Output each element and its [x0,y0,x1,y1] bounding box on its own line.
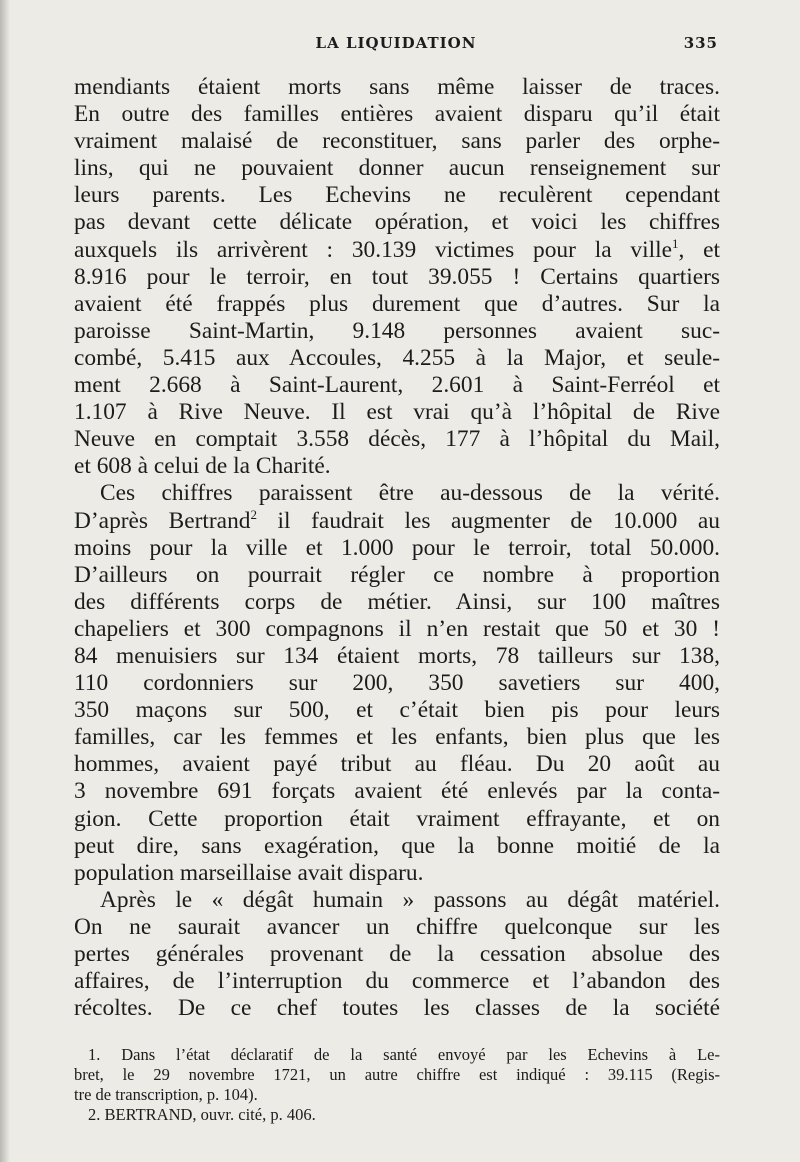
footnote-reference: 2 [250,506,257,522]
footnote-reference: 1 [671,235,679,251]
text-segment: il faudrait les augmenter de 10.000 au [256,507,721,534]
text-line: affaires, de l’interruption du commerce et l’abandon des [74,968,720,995]
text-line: des différents corps de métier. Ainsi, sur 100 maîtres [74,588,720,615]
text-line: On ne saurait avancer un chiffre quelconque sur les [74,913,720,940]
text-line: hommes, avaient payé tribut au fléau. Du 20 août au [74,751,720,778]
footnotes [74,1045,720,1125]
text-line: avaient été frappés plus durement que d’autres. Sur la [74,290,720,317]
text-line: pas devant cette délicate opération, et voici les chiffres [74,209,720,236]
text-line: gion. Cette proportion était vraiment effrayante, et on [74,805,720,832]
text-line: peut dire, sans exagération, que la bonne moitié de la [74,832,720,859]
text-line: chapeliers et 300 compagnons il n’en restait que 50 et 30 ! [74,615,720,642]
text-segment: , et [678,236,720,263]
body-text [74,74,720,1022]
text-line: vraiment malaisé de reconstituer, sans parler des orphe- [74,128,720,155]
text-segment: auxquels ils arrivèrent : 30.139 victimes pour la ville [74,236,672,263]
text-line [74,237,720,264]
text-line: combé, 5.415 aux Accoules, 4.255 à la Major, et seule- [74,344,720,371]
text-line: En outre des familles entières avaient disparu qu’il était [74,101,720,128]
text-line: paroisse Saint-Martin, 9.148 personnes avaient suc- [74,317,720,344]
text-line: leurs parents. Les Echevins ne reculèrent cependant [74,182,720,209]
text-line: 8.916 pour le terroir, en tout 39.055 ! Certains quartiers [74,263,720,290]
text-line: ment 2.668 à Saint-Laurent, 2.601 à Saint-Ferréol et [74,372,720,399]
text-line: D’ailleurs on pourrait régler ce nombre à proportion [74,561,720,588]
text-line: 3 novembre 691 forçats avaient été enlevés par la conta- [74,778,720,805]
text-line: 84 menuisiers sur 134 étaient morts, 78 tailleurs sur 138, [74,642,720,669]
text-line: récoltes. De ce chef toutes les classes de la société [74,995,720,1022]
scan-edge-shadow [0,0,10,1162]
text-segment: D’après Bertrand [74,507,251,534]
running-header [74,34,718,56]
footnote-line: bret, le 29 novembre 1721, un autre chiffre est indiqué : 39.115 (Regis- [74,1065,720,1084]
text-line: Ces chiffres paraissent être au-dessous de la vérité. [100,480,720,507]
text-line: mendiants étaient morts sans même laisser de traces. [74,74,720,100]
running-title: LA LIQUIDATION [315,34,477,52]
text-line: 350 maçons sur 500, et c’était bien pis pour leurs [74,697,720,724]
text-line [74,508,720,535]
text-line: lins, qui ne pouvaient donner aucun renseignement sur [74,155,720,182]
text-line: moins pour la ville et 1.000 pour le terroir, total 50.000. [74,534,720,561]
text-line: 110 cordonniers sur 200, 350 savetiers sur 400, [74,670,720,697]
text-line: et 608 à celui de la Charité. [74,453,331,480]
text-line: familles, car les femmes et les enfants, bien plus que les [74,724,720,751]
text-line: Après le « dégât humain » passons au dégât matériel. [100,886,720,913]
text-line: 1.107 à Rive Neuve. Il est vrai qu’à l’hôpital de Rive [74,399,720,426]
page-number: 335 [683,34,718,52]
text-line: population marseillaise avait disparu. [74,859,424,886]
text-line: pertes générales provenant de la cessation absolue des [74,941,720,967]
footnote-line: 1. Dans l’état déclaratif de la santé envoyé par les Echevins à Le- [88,1045,720,1064]
text-line: Neuve en comptait 3.558 décès, 177 à l’hôpital du Mail, [74,426,720,453]
footnote-line: tre de transcription, p. 104). [74,1085,258,1104]
footnote-line: 2. BERTRAND, ouvr. cité, p. 406. [88,1105,316,1124]
